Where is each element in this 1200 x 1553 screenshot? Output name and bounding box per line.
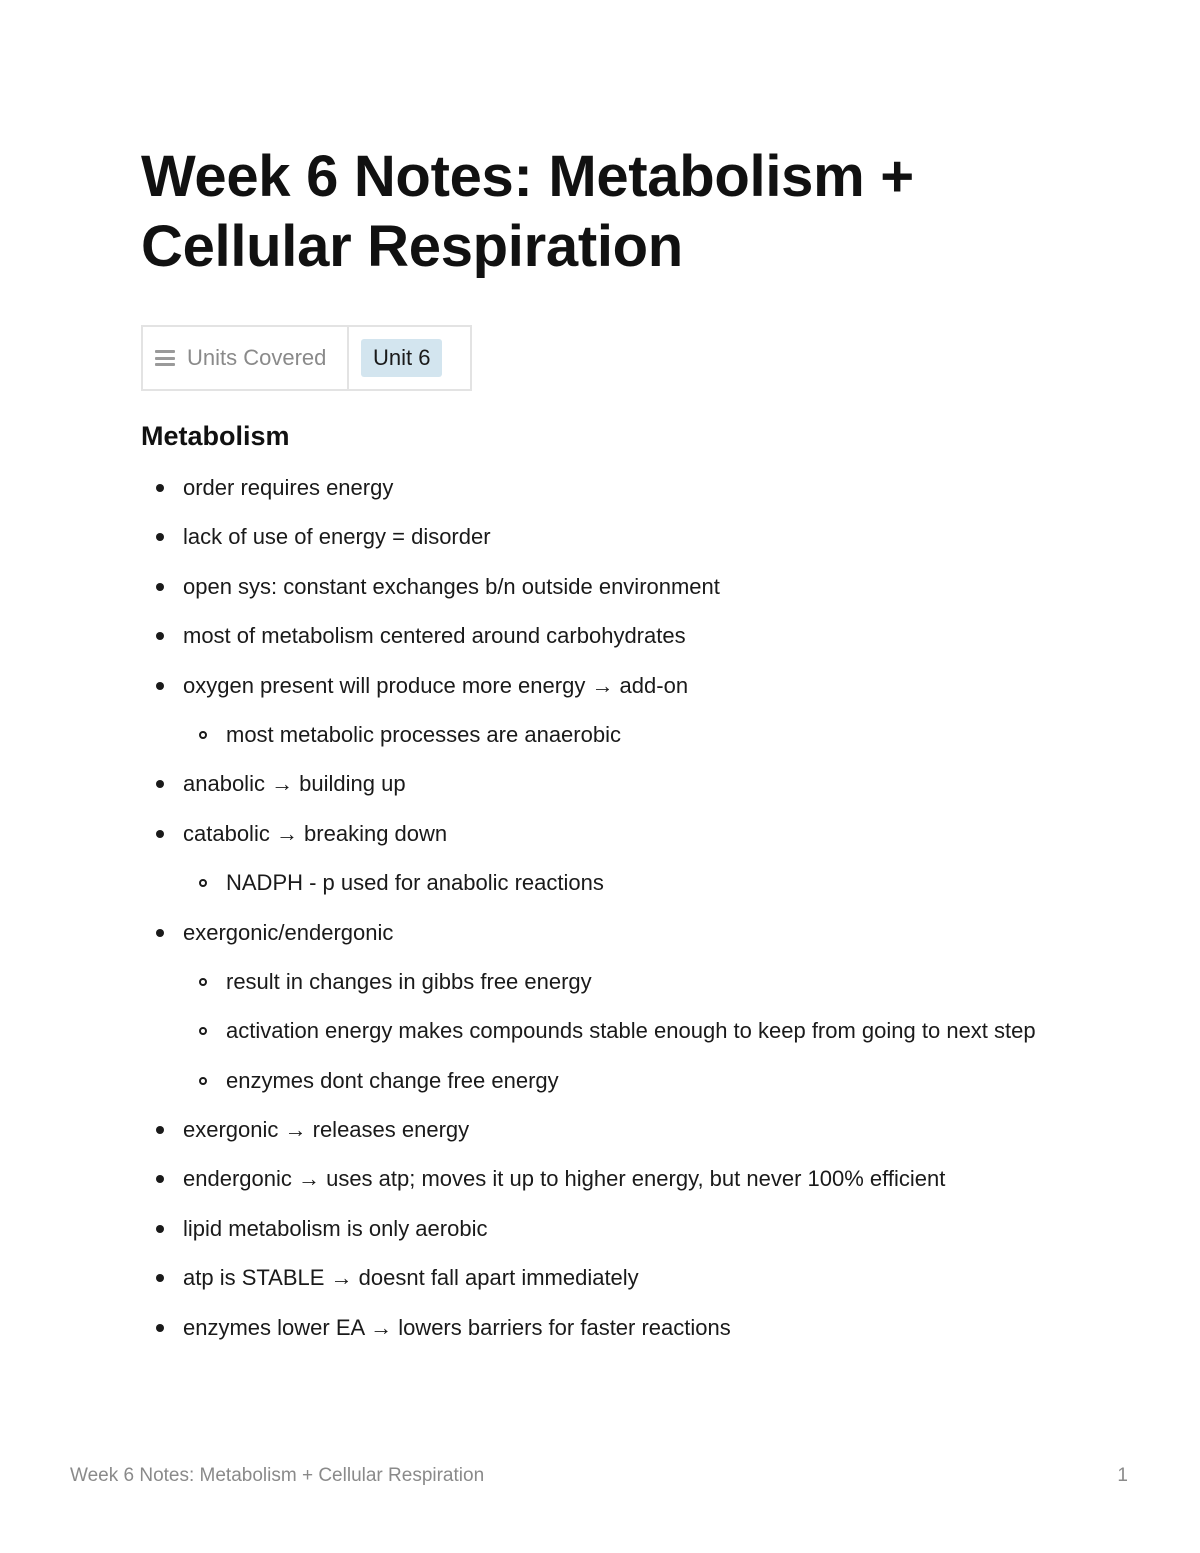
bullet-icon [156,1126,164,1134]
list-item-text: enzymes lower EA → lowers barriers for faster reactions [183,1314,731,1340]
sub-list-item [141,1013,1061,1049]
sub-list-item [141,717,1061,753]
hollow-bullet-icon [199,731,207,739]
property-row-units-covered [141,325,472,391]
list-icon [155,350,175,366]
bullet-icon [156,583,164,591]
bullet-icon [156,1274,164,1282]
list-item-text: order requires energy [183,475,394,500]
list-item-text: most of metabolism centered around carbohydrates [183,623,686,649]
list-item [141,618,1061,654]
list-item [141,1310,1061,1346]
list-item-text: NADPH - p used for anabolic reactions [226,870,604,896]
section-heading: Metabolism [141,421,290,451]
bullet-icon [156,1324,164,1332]
hollow-bullet-icon [199,978,207,986]
bullet-icon [156,830,164,838]
list-item [141,1112,1061,1148]
list-item [141,1211,1061,1247]
list-item [141,668,1061,704]
hollow-bullet-icon [199,879,207,887]
list-item-text: result in changes in gibbs free energy [226,968,592,994]
bullet-icon [156,682,164,690]
property-value [349,327,470,389]
list-item-text: exergonic/endergonic [183,919,394,945]
hollow-bullet-icon [199,1027,207,1035]
footer-title: Week 6 Notes: Metabolism + Cellular Respiration [70,1465,485,1486]
list-item [141,470,1061,506]
list-item-text: lipid metabolism is only aerobic [183,1215,488,1241]
list-item-text: enzymes dont change free energy [226,1067,559,1093]
bullet-icon [156,1225,164,1233]
bullet-icon [156,533,164,541]
list-item [141,816,1061,852]
list-item-text: most metabolic processes are anaerobic [226,721,621,747]
bullet-icon [156,632,164,640]
bullet-icon [156,484,164,492]
bullet-icon [156,929,164,937]
notes-list [141,470,1061,1359]
unit-tag: Unit 6 [361,339,442,377]
bullet-icon [156,780,164,788]
list-item [141,766,1061,802]
list-item-text: anabolic → building up [183,771,406,797]
list-item-text: oxygen present will produce more energy → add-on [183,672,689,698]
list-item [141,569,1061,605]
list-item-text: lack of use of energy = disorder [183,524,491,550]
page-title: Week 6 Notes: Metabolism + Cellular Respiration [141,144,914,279]
list-item-text: exergonic → releases energy [183,1117,470,1143]
list-item-text: endergonic → uses atp; moves it up to higher energy, but never 100% efficient [183,1166,946,1192]
list-item [141,1161,1061,1197]
page-number: 1 [1117,1465,1128,1486]
property-key [143,327,349,389]
list-item-text: atp is STABLE → doesnt fall apart immediately [183,1265,639,1291]
sub-list-item [141,865,1061,901]
list-item [141,915,1061,951]
hollow-bullet-icon [199,1077,207,1085]
list-item [141,519,1061,555]
list-item [141,1260,1061,1296]
list-item-text: activation energy makes compounds stable enough to keep from going to next step [226,1018,1036,1044]
sub-list-item [141,1063,1061,1099]
sub-list-item [141,964,1061,1000]
property-key-label: Units Covered [187,345,327,370]
bullet-icon [156,1175,164,1183]
list-item-text: catabolic → breaking down [183,820,448,846]
list-item-text: open sys: constant exchanges b/n outside environment [183,573,720,599]
